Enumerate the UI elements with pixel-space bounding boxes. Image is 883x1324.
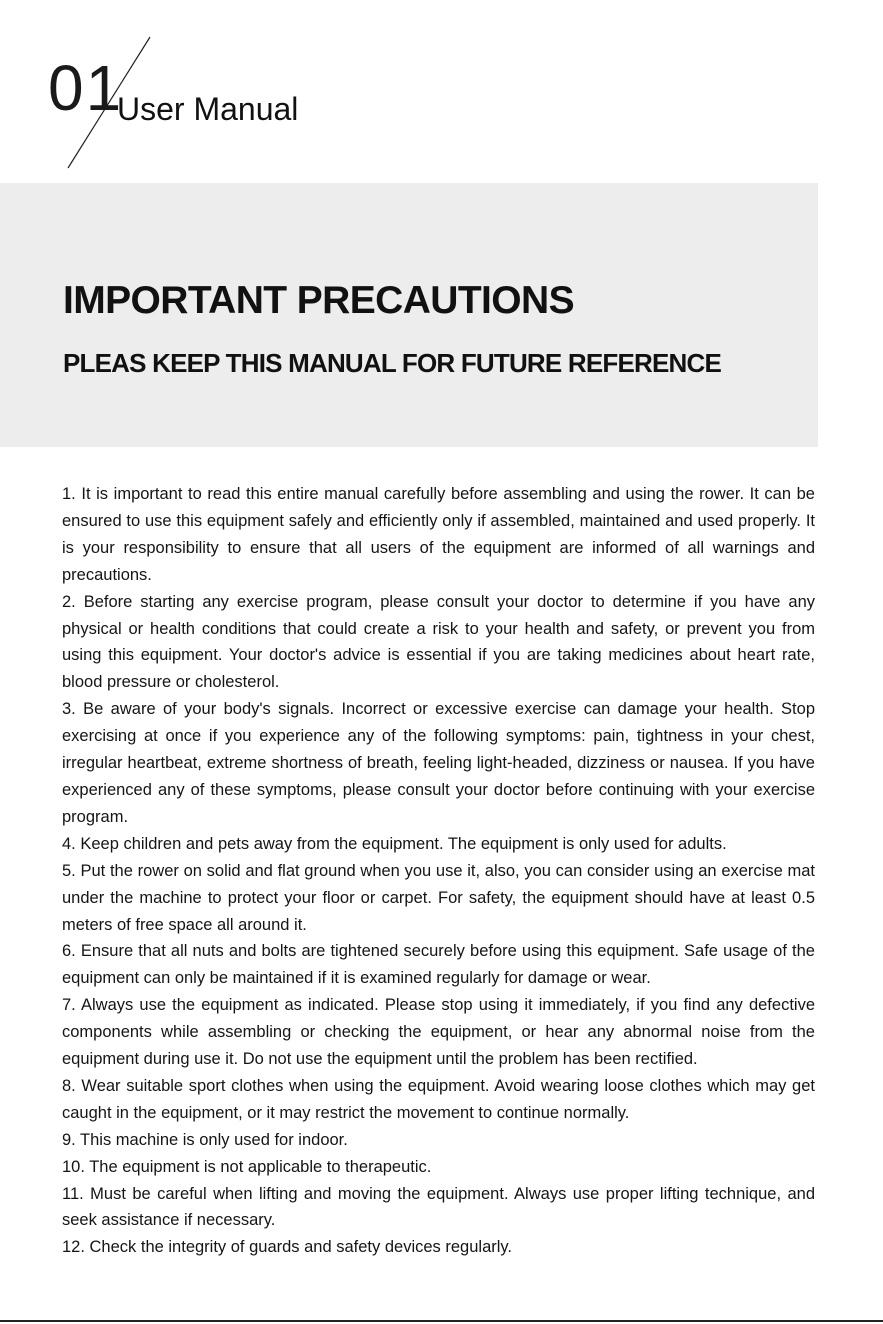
bottom-divider (0, 1320, 883, 1322)
precaution-item: 10. The equipment is not applicable to therapeutic. (62, 1157, 432, 1176)
precaution-item: 1. It is important to read this entire manual carefully before assembling and using the rower. It can be ensured to use this equipment safely and efficiently only if assembled, maintained and used properly. It is your responsibility to ensure that all users of the equipment are informed of all warnings and precautions. (62, 485, 815, 584)
precaution-item: 6. Ensure that all nuts and bolts are tightened securely before using this equipment. Safe usage of the equipment can only be maintained if it is examined regularly for damage or wear. (62, 942, 815, 988)
section-title: User Manual (117, 91, 299, 127)
precaution-item: 3. Be aware of your body's signals. Incorrect or excessive exercise can damage your health. Stop exercising at once if you experience any of the following symptoms: pain, tightness in your chest, irregular heartbeat, extreme shortness of breath, feeling light-headed, dizziness or nausea. If you have experienced any of these symptoms, please consult your doctor before continuing with your exercise program. (62, 700, 815, 826)
section-number: 01 (48, 52, 124, 124)
precaution-item: 2. Before starting any exercise program, please consult your doctor to determine if you have any physical or health conditions that could create a risk to your health and safety, or prevent you from using this equipment. Your doctor's advice is essential if you are taking medicines about heart rate, blood pressure or cholesterol. (62, 592, 815, 692)
precaution-item: 4. Keep children and pets away from the equipment. The equipment is only used for adults. (62, 834, 727, 853)
precautions-banner (0, 183, 818, 447)
banner-title: IMPORTANT PRECAUTIONS (63, 279, 575, 322)
precaution-item: 9. This machine is only used for indoor. (62, 1130, 348, 1149)
precautions-list (62, 481, 815, 1261)
precaution-item: 5. Put the rower on solid and flat ground when you use it, also, you can consider using an exercise mat under the machine to protect your floor or carpet. For safety, the equipment should have at least 0.5 meters of free space all around it. (62, 861, 815, 934)
precaution-item: 7. Always use the equipment as indicated. Please stop using it immediately, if you find any defective components while assembling or checking the equipment, or hear any abnormal noise from the equipment during use it. Do not use the equipment until the problem has been rectified. (62, 996, 815, 1069)
banner-subtitle: PLEAS KEEP THIS MANUAL FOR FUTURE REFERENCE (63, 348, 722, 378)
precaution-item: 12. Check the integrity of guards and safety devices regularly. (62, 1238, 513, 1257)
precaution-item: 8. Wear suitable sport clothes when using the equipment. Avoid wearing loose clothes which may get caught in the equipment, or it may restrict the movement to continue normally. (62, 1076, 815, 1122)
precaution-item: 11. Must be careful when lifting and moving the equipment. Always use proper lifting technique, and seek assistance if necessary. (62, 1184, 815, 1230)
